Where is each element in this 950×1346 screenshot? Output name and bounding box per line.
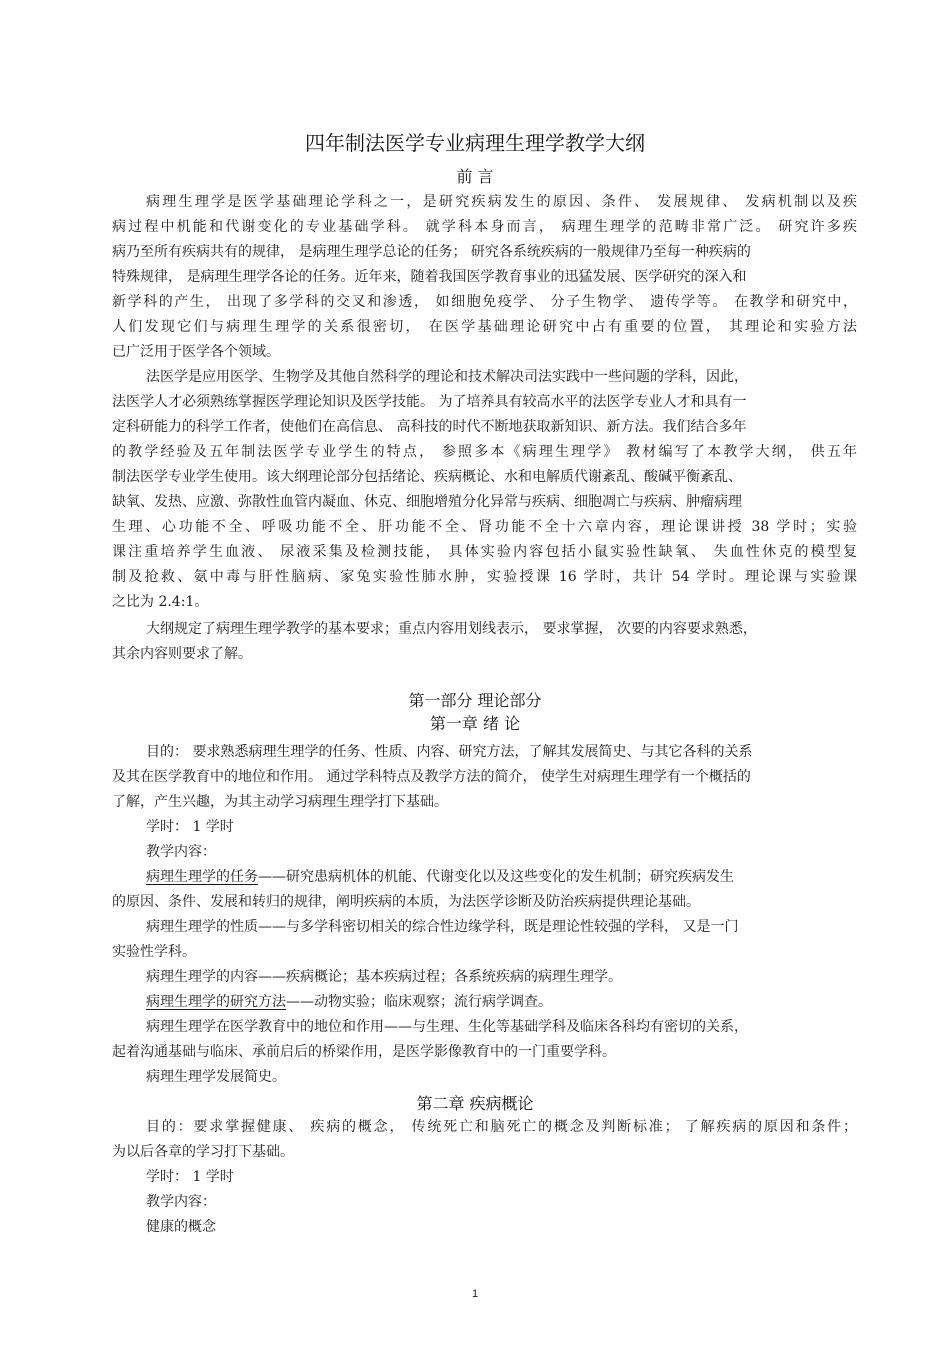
ch2-line: 健康的概念: [146, 1219, 216, 1235]
underlined-key-term: 病理生理学的任务: [146, 869, 258, 885]
ch1-line: 目的： 要求熟悉病理生理学的任务、性质、内容、研究方法，了解其发展简史、与其它各科的关系: [146, 744, 753, 760]
preface-heading: 前 言: [456, 167, 494, 186]
preface-line: 缺氧、发热、应激、弥散性血管内凝血、休克、细胞增殖分化异常与疾病、细胞凋亡与疾病、肿瘤病理: [112, 494, 742, 510]
preface-line: 病理生理学是医学基础理论学科之一，是研究疾病发生的原因、条件、 发展规律、 发病机制以及疾: [146, 194, 857, 210]
ch1-line: 起着沟通基础与临床、承前启后的桥梁作用，是医学影像教育中的一门重要学科。: [112, 1044, 616, 1060]
ch2-content-label: 教学内容：: [146, 1194, 216, 1210]
ch1-line: 病理生理学发展简史。: [146, 1069, 286, 1085]
preface-line: 人们发现它们与病理生理学的关系很密切， 在医学基础理论研究中占有重要的位置， 其理论和实验方法: [112, 319, 857, 335]
underlined-key-term: 病理生理学的研究方法: [146, 994, 286, 1010]
preface-line: 新学科的产生， 出现了多学科的交叉和渗透， 如细胞免疫学、 分子生物学、 遗传学等。 在教学和研究中，: [112, 294, 857, 310]
preface-line: 课注重培养学生血液、 尿液采集及检测技能， 具体实验内容包括小鼠实验性缺氧、 失血性休克的模型复: [112, 544, 857, 560]
ch1-content-label: 教学内容：: [146, 844, 216, 860]
preface-line: 之比为 2.4:1。: [112, 594, 209, 610]
document-title: 四年制法医学专业病理生理学教学大纲: [305, 131, 645, 155]
page-number: 1: [471, 1288, 479, 1300]
preface-line: 生理、心功能不全、呼吸功能不全、肝功能不全、肾功能不全十六章内容，理论课讲授 38 学时；实验: [112, 519, 857, 535]
ch2-line: 目的：要求掌握健康、 疾病的概念， 传统死亡和脑死亡的概念及判断标准； 了解疾病的原因和条件；: [146, 1119, 857, 1135]
ch1-line: 及其在医学教育中的地位和作用。 通过学科特点及教学方法的简介， 使学生对病理生理学有一个概括的: [112, 769, 751, 785]
preface-line: 已广泛用于医学各个领域。: [112, 344, 280, 360]
preface-line: 制法医学专业学生使用。该大纲理论部分包括绪论、疾病概论、水和电解质代谢紊乱、酸碱平衡紊乱、: [112, 469, 742, 485]
chapter1-heading: 第一章 绪 论: [429, 714, 521, 733]
ch1-line: 病理生理学的内容——疾病概论；基本疾病过程；各系统疾病的病理生理学。: [146, 969, 622, 985]
ch1-task-text: ——研究患病机体的机能、代谢变化以及这些变化的发生机制；研究疾病发生: [258, 869, 734, 885]
preface-line: 法医学是应用医学、生物学及其他自然科学的理论和技术解决司法实践中一些问题的学科，因此，: [146, 369, 748, 385]
preface-line: 法医学人才必须熟练掌握医学理论知识及医学技能。 为了培养具有较高水平的法医学专业人才和具有一: [112, 394, 747, 410]
ch1-method-line: [146, 994, 857, 1010]
ch1-line: 病理生理学在医学教育中的地位和作用——与生理、生化等基础学科及临床各科均有密切的关系，: [146, 1019, 748, 1035]
ch1-hours: 学时： 1 学时: [146, 819, 234, 835]
preface-line: 定科研能力的科学工作者，使他们在高信息、 高科技的时代不断地获取新知识、新方法。我们结合多年: [112, 419, 747, 435]
preface-line: 特殊规律， 是病理生理学各论的任务。近年来，随着我国医学教育事业的迅猛发展、医学研究的深入和: [112, 269, 747, 285]
ch2-hours: 学时： 1 学时: [146, 1169, 234, 1185]
ch1-task-line: [146, 869, 857, 885]
preface-line: 大纲规定了病理生理学教学的基本要求；重点内容用划线表示， 要求掌握， 次要的内容要求熟悉，: [146, 621, 757, 637]
ch1-line: 的原因、条件、发展和转归的规律，阐明疾病的本质，为法医学诊断及防治疾病提供理论基础。: [112, 894, 700, 910]
part1-heading: 第一部分 理论部分: [408, 691, 542, 710]
preface-line: 的教学经验及五年制法医学专业学生的特点， 参照多本《病理生理学》 教材编写了本教学大纲， 供五年: [112, 444, 857, 460]
preface-line: 病过程中机能和代谢变化的专业基础学科。 就学科本身而言， 病理生理学的范畴非常广泛。 研究许多疾: [112, 219, 857, 235]
ch1-line: 病理生理学的性质——与多学科密切相关的综合性边缘学科，既是理论性较强的学科， 又是一门: [146, 919, 739, 935]
ch1-line: 了解，产生兴趣，为其主动学习病理生理学打下基础。: [112, 794, 448, 810]
ch1-method-text: ——动物实验；临床观察；流行病学调查。: [286, 994, 552, 1010]
chapter2-heading: 第二章 疾病概论: [416, 1094, 534, 1113]
preface-line: 病乃至所有疾病共有的规律， 是病理生理学总论的任务； 研究各系统疾病的一般规律乃至每一种疾病的: [112, 244, 751, 260]
ch2-line: 为以后各章的学习打下基础。: [112, 1144, 294, 1160]
preface-line: 制及抢救、氨中毒与肝性脑病、家兔实验性肺水肿，实验授课 16 学时，共计 54 学时。理论课与实验课: [112, 569, 857, 585]
ch1-line: 实验性学科。: [112, 944, 196, 960]
preface-line: 其余内容则要求了解。: [112, 646, 252, 662]
